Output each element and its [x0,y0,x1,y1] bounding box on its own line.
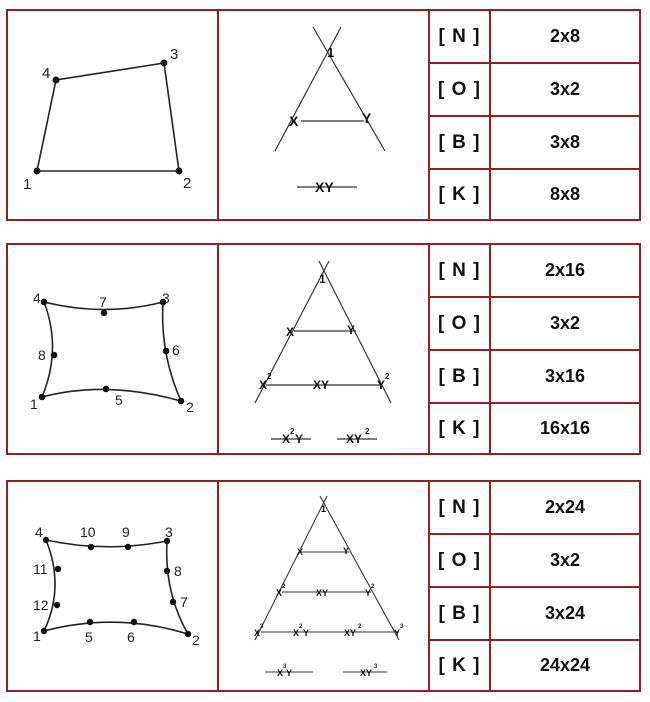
row-value-k: 24x24 [489,639,641,692]
node-1 [39,394,46,401]
row-label-b: [ B ] [428,586,491,641]
row-label-n: [ N ] [428,480,491,535]
apex-term: 1 [327,45,335,60]
row-label-n: [ N ] [428,9,491,64]
term-y: Y [362,110,372,126]
term-xy2: XY [346,432,363,446]
node-label-7: 7 [99,294,107,310]
node-label-8: 8 [38,347,46,363]
node-label-7: 7 [180,594,188,610]
panel-1 [6,9,641,221]
row-label-o: [ O ] [428,62,491,117]
node-10 [88,544,94,550]
term-y: Y [347,323,356,337]
term-x: X [289,113,299,129]
node-9 [125,544,131,550]
node-label-5: 5 [85,629,93,645]
row-value-k: 16x16 [489,402,641,455]
node-5 [103,386,110,393]
row-label-b: [ B ] [428,115,491,170]
term-x3y: X [277,668,284,678]
term-x: X [286,325,295,339]
row-label-b: [ B ] [428,349,491,404]
node-label-4: 4 [33,290,41,306]
row-value-k: 8x8 [489,168,641,221]
node-label-2: 2 [192,632,200,648]
row-label-k: [ K ] [428,402,491,455]
node-label-9: 9 [122,524,130,540]
node-4 [53,77,60,84]
row-value-o: 3x2 [489,296,641,351]
panel-3 [6,480,641,692]
pascal-triangle-diagram [219,245,432,457]
apex-term: 1 [321,504,327,514]
term-y2-exponent: 2 [371,584,375,590]
row-value-b: 3x8 [489,115,641,170]
term-x3y-y: Y [286,668,293,678]
node-5 [87,619,93,625]
term-x2: X [259,378,268,392]
term-y2: Y [377,378,386,392]
node-2 [176,168,183,175]
term-x2y-exponent: 2 [299,624,303,630]
pascal-triangle-cell [217,243,430,455]
term-xy: XY [313,378,330,392]
row-value-n: 2x16 [489,243,641,298]
term-x2-exponent: 2 [282,584,286,590]
node-label-12: 12 [33,597,49,613]
term-x2y-y: Y [303,628,310,638]
node-label-2: 2 [183,175,192,192]
node-2 [185,631,191,637]
node-11 [55,566,61,572]
term-y3-exponent: 3 [400,624,404,630]
row-label-k: [ K ] [428,639,491,692]
term-x2y: X [282,432,291,446]
term-xy: XY [315,179,334,195]
term-xy2-exponent: 2 [358,624,362,630]
pascal-triangle-diagram [219,11,432,223]
term-xy3-exponent: 3 [374,664,378,670]
row-value-b: 3x24 [489,586,641,641]
node-12 [54,602,60,608]
term-x: X [297,547,304,557]
node-label-10: 10 [80,524,96,540]
row-label-o: [ O ] [428,296,491,351]
apex-term: 1 [319,272,326,286]
term-x2y: X [293,628,300,638]
term-y3: Y [394,628,401,638]
node-8 [51,352,58,359]
node-1 [41,628,47,634]
row-label-k: [ K ] [428,168,491,221]
pascal-triangle-cell [217,480,430,692]
node-label-4: 4 [35,524,43,540]
node-label-6: 6 [127,629,135,645]
node-label-3: 3 [165,524,173,540]
node-7 [170,599,176,605]
term-x3-exponent: 3 [260,624,264,630]
row-value-n: 2x24 [489,480,641,535]
quad-element-cell [6,9,219,221]
quad-element-diagram [8,11,221,223]
node-2 [178,398,185,405]
row-value-n: 2x8 [489,9,641,64]
term-x2y-y: Y [295,432,304,446]
node-8 [164,568,170,574]
row-value-o: 3x2 [489,533,641,588]
term-y2-exponent: 2 [385,372,390,381]
node-label-3: 3 [162,290,170,306]
term-y2: Y [365,588,372,598]
node-label-6: 6 [172,342,180,358]
panel-2 [6,243,641,455]
term-x2y-exponent: 2 [290,427,295,436]
term-xy: XY [316,588,329,598]
row-label-n: [ N ] [428,243,491,298]
serendipity-8-cell [6,243,219,455]
pascal-triangle-diagram [219,482,432,694]
node-4 [41,299,48,306]
term-xy2-exponent: 2 [365,427,370,436]
term-xy3: XY [360,668,373,678]
term-x2-exponent: 2 [267,372,272,381]
term-xy2: XY [344,628,357,638]
term-y: Y [343,546,350,556]
node-label-3: 3 [170,46,179,63]
node-label-5: 5 [115,392,123,408]
node-6 [131,619,137,625]
row-value-o: 3x2 [489,62,641,117]
node-label-2: 2 [186,399,194,415]
node-label-1: 1 [23,176,32,193]
node-label-1: 1 [30,396,38,412]
row-value-b: 3x16 [489,349,641,404]
serendipity-12-cell [6,480,219,692]
node-1 [34,168,41,175]
node-label-8: 8 [174,563,182,579]
node-label-1: 1 [33,628,41,644]
node-7 [101,310,108,317]
serendipity-8-diagram [8,245,221,457]
pascal-triangle-cell [217,9,430,221]
serendipity-12-diagram [8,482,221,694]
node-label-4: 4 [42,65,51,82]
term-x3y-exponent: 3 [283,664,287,670]
term-x2: X [276,588,283,598]
node-6 [163,348,170,355]
node-3 [161,60,168,67]
term-x3: X [254,628,261,638]
row-label-o: [ O ] [428,533,491,588]
node-label-11: 11 [33,561,48,577]
node-4 [43,537,49,543]
